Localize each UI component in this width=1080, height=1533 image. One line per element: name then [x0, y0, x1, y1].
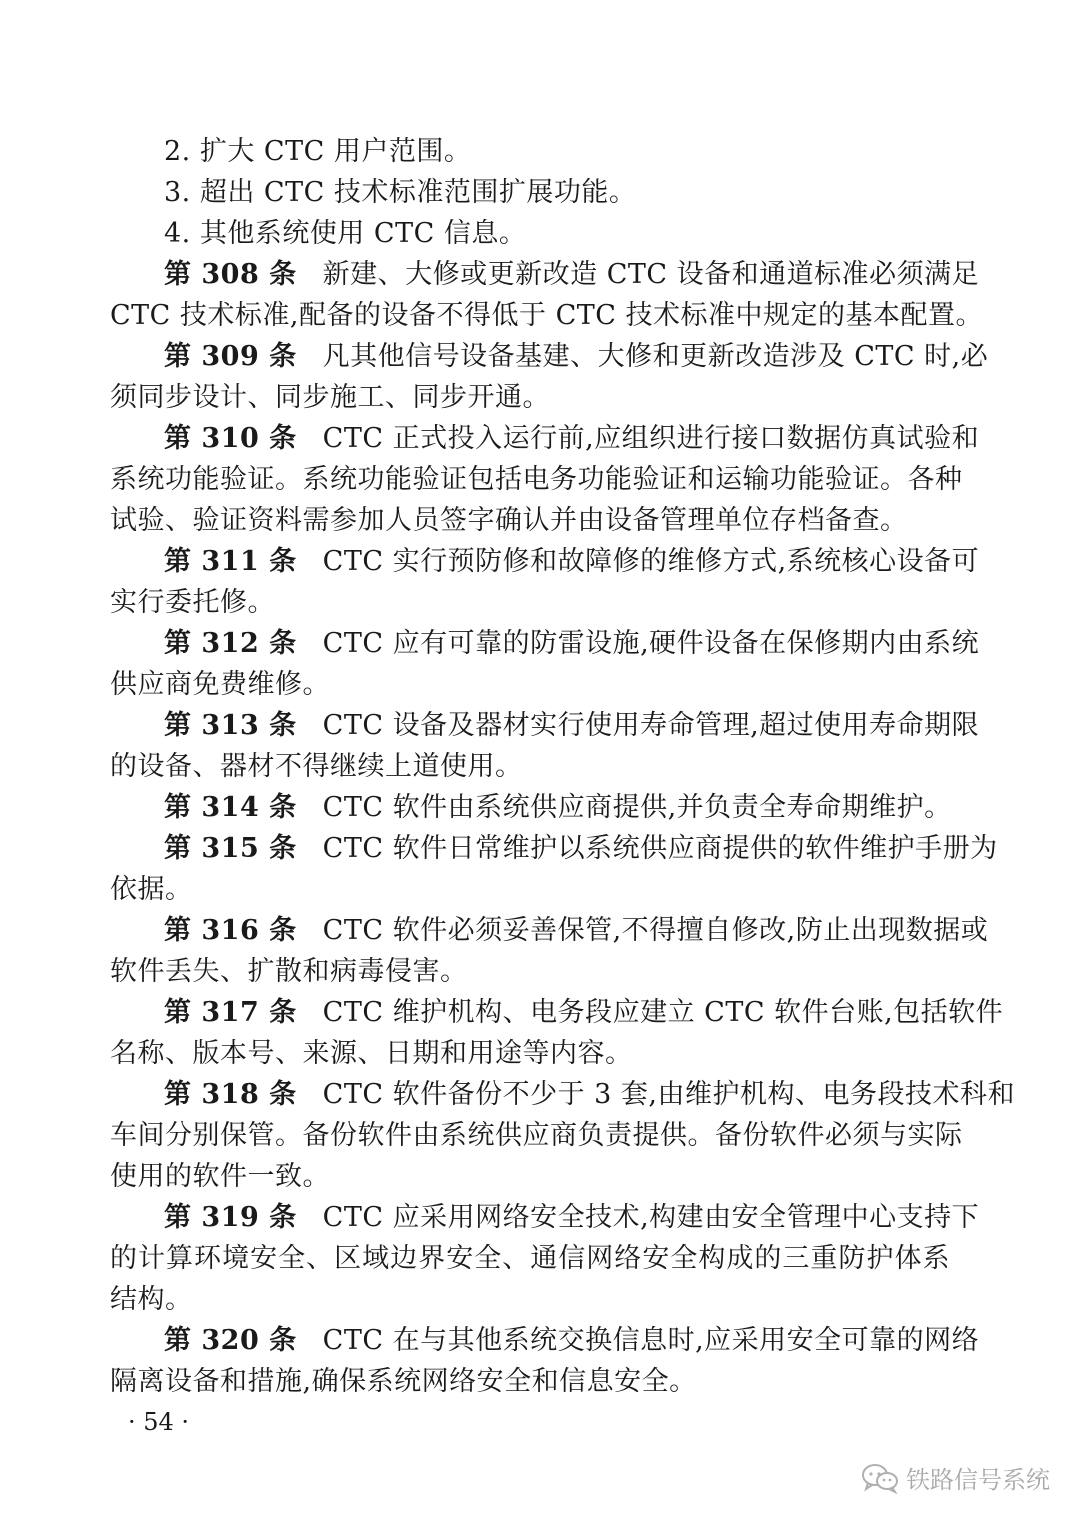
article-text: CTC 应有可靠的防雷设施,硬件设备在保修期内由系统: [322, 628, 980, 659]
article-number: 第 314 条: [164, 792, 297, 823]
article-number: 第 311 条: [164, 546, 297, 577]
article-308-first-line: [110, 254, 980, 295]
article-text-line: 的计算环境安全、区域边界安全、通信网络安全构成的三重防护体系: [110, 1243, 950, 1274]
article-317-first-line: [110, 992, 1004, 1033]
article-309-first-line: [110, 336, 989, 377]
article-text: 新建、大修或更新改造 CTC 设备和通道标准必须满足: [322, 259, 980, 290]
article-318-first-line: [110, 1074, 1016, 1115]
document-body: [110, 131, 1016, 1402]
article-number: 第 318 条: [164, 1079, 297, 1110]
article-text-line: 须同步设计、同步施工、同步开通。: [110, 382, 550, 413]
article-text-line: 使用的软件一致。: [110, 1161, 330, 1192]
article-text-line: 车间分别保管。备份软件由系统供应商负责提供。备份软件必须与实际: [110, 1120, 963, 1151]
list-item: 2. 扩大 CTC 用户范围。: [164, 136, 472, 167]
article-315-first-line: [110, 828, 998, 869]
article-number: 第 313 条: [164, 710, 297, 741]
article-text-line: 的设备、器材不得继续上道使用。: [110, 751, 523, 782]
article-number: 第 310 条: [164, 423, 297, 454]
article-316-first-line: [110, 910, 989, 951]
article-text: 凡其他信号设备基建、大修和更新改造涉及 CTC 时,必: [322, 341, 989, 372]
article-text-line: CTC 技术标准,配备的设备不得低于 CTC 技术标准中规定的基本配置。: [110, 300, 983, 331]
article-text-line: 试验、验证资料需参加人员签字确认并由设备管理单位存档备查。: [110, 505, 908, 536]
article-number: 第 316 条: [164, 915, 297, 946]
article-number: 第 319 条: [164, 1202, 297, 1233]
article-313-first-line: [110, 705, 980, 746]
article-311-first-line: [110, 541, 980, 582]
article-320-first-line: [110, 1320, 980, 1361]
article-text-line: 隔离设备和措施,确保系统网络安全和信息安全。: [110, 1366, 697, 1397]
list-item: 3. 超出 CTC 技术标准范围扩展功能。: [164, 177, 637, 208]
article-text: CTC 设备及器材实行使用寿命管理,超过使用寿命期限: [322, 710, 980, 741]
article-text: CTC 在与其他系统交换信息时,应采用安全可靠的网络: [322, 1325, 980, 1356]
article-number: 第 320 条: [164, 1325, 297, 1356]
article-310-first-line: [110, 418, 980, 459]
wechat-icon: [860, 1462, 900, 1494]
article-number: 第 317 条: [164, 997, 297, 1028]
article-text: CTC 正式投入运行前,应组织进行接口数据仿真试验和: [322, 423, 980, 454]
article-text: CTC 软件备份不少于 3 套,由维护机构、电务段技术科和: [322, 1079, 1016, 1110]
article-319-first-line: [110, 1197, 980, 1238]
article-number: 第 312 条: [164, 628, 297, 659]
article-number: 第 309 条: [164, 341, 297, 372]
article-number: 第 308 条: [164, 259, 297, 290]
watermark: [860, 1460, 1050, 1495]
watermark-text: 铁路信号系统: [906, 1466, 1050, 1494]
article-312-first-line: [110, 623, 980, 664]
article-text-line: 实行委托修。: [110, 587, 275, 618]
article-number: 第 315 条: [164, 833, 297, 864]
article-314-first-line: [110, 787, 950, 828]
article-text-line: 依据。: [110, 874, 193, 905]
article-text-line: 供应商免费维修。: [110, 669, 330, 700]
page-number: · 54 ·: [128, 1408, 190, 1436]
article-text: CTC 实行预防修和故障修的维修方式,系统核心设备可: [322, 546, 980, 577]
article-text: CTC 维护机构、电务段应建立 CTC 软件台账,包括软件: [322, 997, 1004, 1028]
article-text-line: 系统功能验证。系统功能验证包括电务功能验证和运输功能验证。各种: [110, 464, 963, 495]
article-text-line: 名称、版本号、来源、日期和用途等内容。: [110, 1038, 633, 1069]
list-item: 4. 其他系统使用 CTC 信息。: [164, 218, 527, 249]
article-text-line: 软件丢失、扩散和病毒侵害。: [110, 956, 468, 987]
article-text-line: 结构。: [110, 1284, 193, 1315]
article-text: CTC 应采用网络安全技术,构建由安全管理中心支持下: [322, 1202, 980, 1233]
article-text: CTC 软件必须妥善保管,不得擅自修改,防止出现数据或: [322, 915, 989, 946]
article-text: CTC 软件日常维护以系统供应商提供的软件维护手册为: [322, 833, 998, 864]
article-text: CTC 软件由系统供应商提供,并负责全寿命期维护。: [322, 792, 952, 823]
